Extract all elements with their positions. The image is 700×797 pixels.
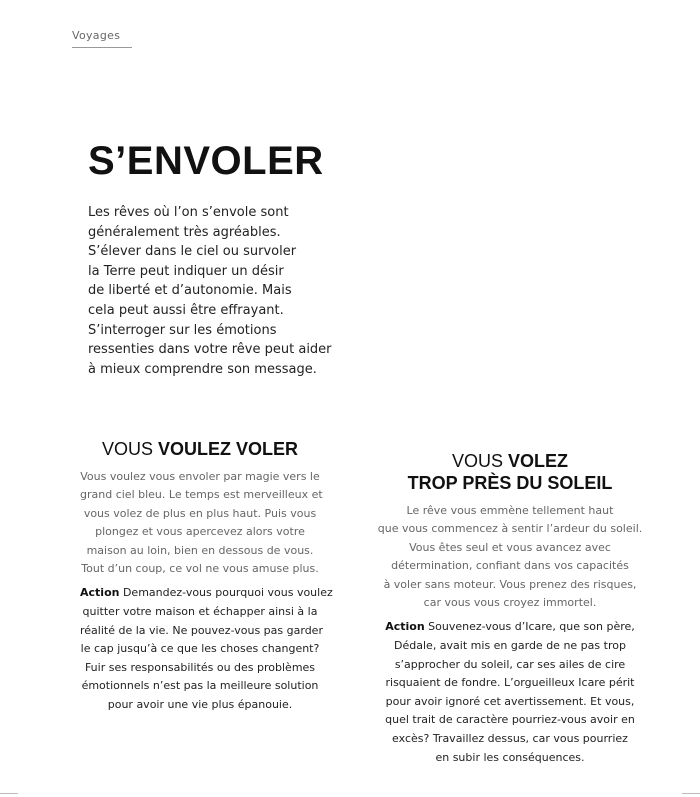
text-line: à mieux comprendre son message. (88, 361, 317, 377)
text-line: émotionnels n’est pas la meilleure solution (81, 679, 319, 693)
text-line (365, 618, 655, 637)
text-line: Vous êtes seul et vous avancez avec (409, 540, 611, 554)
text-line: Fuir ses responsabilités ou des problèmes (84, 660, 316, 674)
text-line: quitter votre maison et échapper ainsi à la (82, 605, 318, 619)
left-action (80, 584, 333, 714)
heading-light: VOUS (451, 451, 508, 471)
right-body (365, 502, 655, 612)
section-underline (72, 47, 132, 48)
text-line: que vous commencez à sentir l’ardeur du soleil. (377, 522, 643, 536)
action-label: Action (385, 620, 425, 634)
crop-mark-left (0, 793, 18, 794)
heading-light: VOUS (101, 439, 158, 459)
text-line: S’élever dans le ciel ou survoler (88, 244, 297, 260)
line-text: Demandez-vous pourquoi vous voulez (119, 586, 333, 600)
text-line: pour avoir ignoré cet avertissement. Et vous, (385, 694, 635, 708)
text-line: grand ciel bleu. Le temps est merveilleux et (80, 488, 323, 502)
text-line (80, 584, 333, 603)
right-action (365, 618, 655, 767)
section-label: Voyages (72, 29, 121, 42)
text-line: Vous voulez vous envoler par magie vers le (80, 470, 320, 483)
text-line: ressenties dans votre rêve peut aider (88, 342, 332, 358)
crop-mark-right (682, 793, 700, 794)
text-line: S’interroger sur les émotions (88, 322, 277, 338)
text-line: Dédale, avait mis en garde de ne pas trop (394, 639, 626, 653)
heading-bold: VOULEZ VOLER (158, 439, 299, 459)
text-line: pour avoir une vie plus épanouie. (107, 698, 293, 711)
text-line: détermination, confiant dans vos capacités (391, 559, 629, 573)
text-line: de liberté et d’autonomie. Mais (88, 283, 292, 299)
text-line: Tout d’un coup, ce vol ne vous amuse plus. (81, 562, 319, 576)
action-label: Action (80, 586, 120, 600)
right-column (365, 450, 655, 767)
text-line: généralement très agréables. (88, 224, 281, 240)
text-line: la Terre peut indiquer un désir (88, 263, 284, 279)
text-line: quel trait de caractère pourriez-vous avoir en (385, 713, 635, 727)
text-line: s’approcher du soleil, car ses ailes de cire (394, 657, 626, 671)
left-heading (80, 438, 320, 460)
text-line: Les rêves où l’on s’envole sont (88, 205, 289, 220)
left-body (80, 468, 323, 578)
text-line: le cap jusqu’à ce que les choses changent? (80, 642, 320, 656)
text-line: cela peut aussi être effrayant. (88, 302, 284, 318)
left-column (80, 438, 333, 715)
text-line: vous volez de plus en plus haut. Puis vous (83, 506, 317, 520)
text-line: maison au loin, bien en dessous de vous. (86, 543, 314, 557)
text-line: à voler sans moteur. Vous prenez des risques, (383, 577, 637, 591)
text-line: en subir les conséquences. (435, 750, 585, 764)
text-line: car vous vous croyez immortel. (423, 596, 597, 610)
page-title: S’ENVOLER (88, 139, 324, 183)
text-line: Le rêve vous emmène tellement haut (406, 504, 614, 517)
text-line: réalité de la vie. Ne pouvez-vous pas garder (80, 623, 323, 637)
text-line: risquaient de fondre. L’orgueilleux Icare périt (385, 676, 635, 690)
text-line: excès? Travaillez dessus, car vous pourriez (392, 732, 628, 745)
right-heading (365, 450, 655, 494)
intro-paragraph (88, 203, 332, 379)
heading-bold: VOLEZ (508, 451, 569, 471)
line-text: Souvenez-vous d’Icare, que son père, (424, 620, 635, 634)
text-line: plongez et vous apercevez alors votre (95, 525, 305, 539)
heading-line2: TROP PRÈS DU SOLEIL (407, 473, 613, 493)
